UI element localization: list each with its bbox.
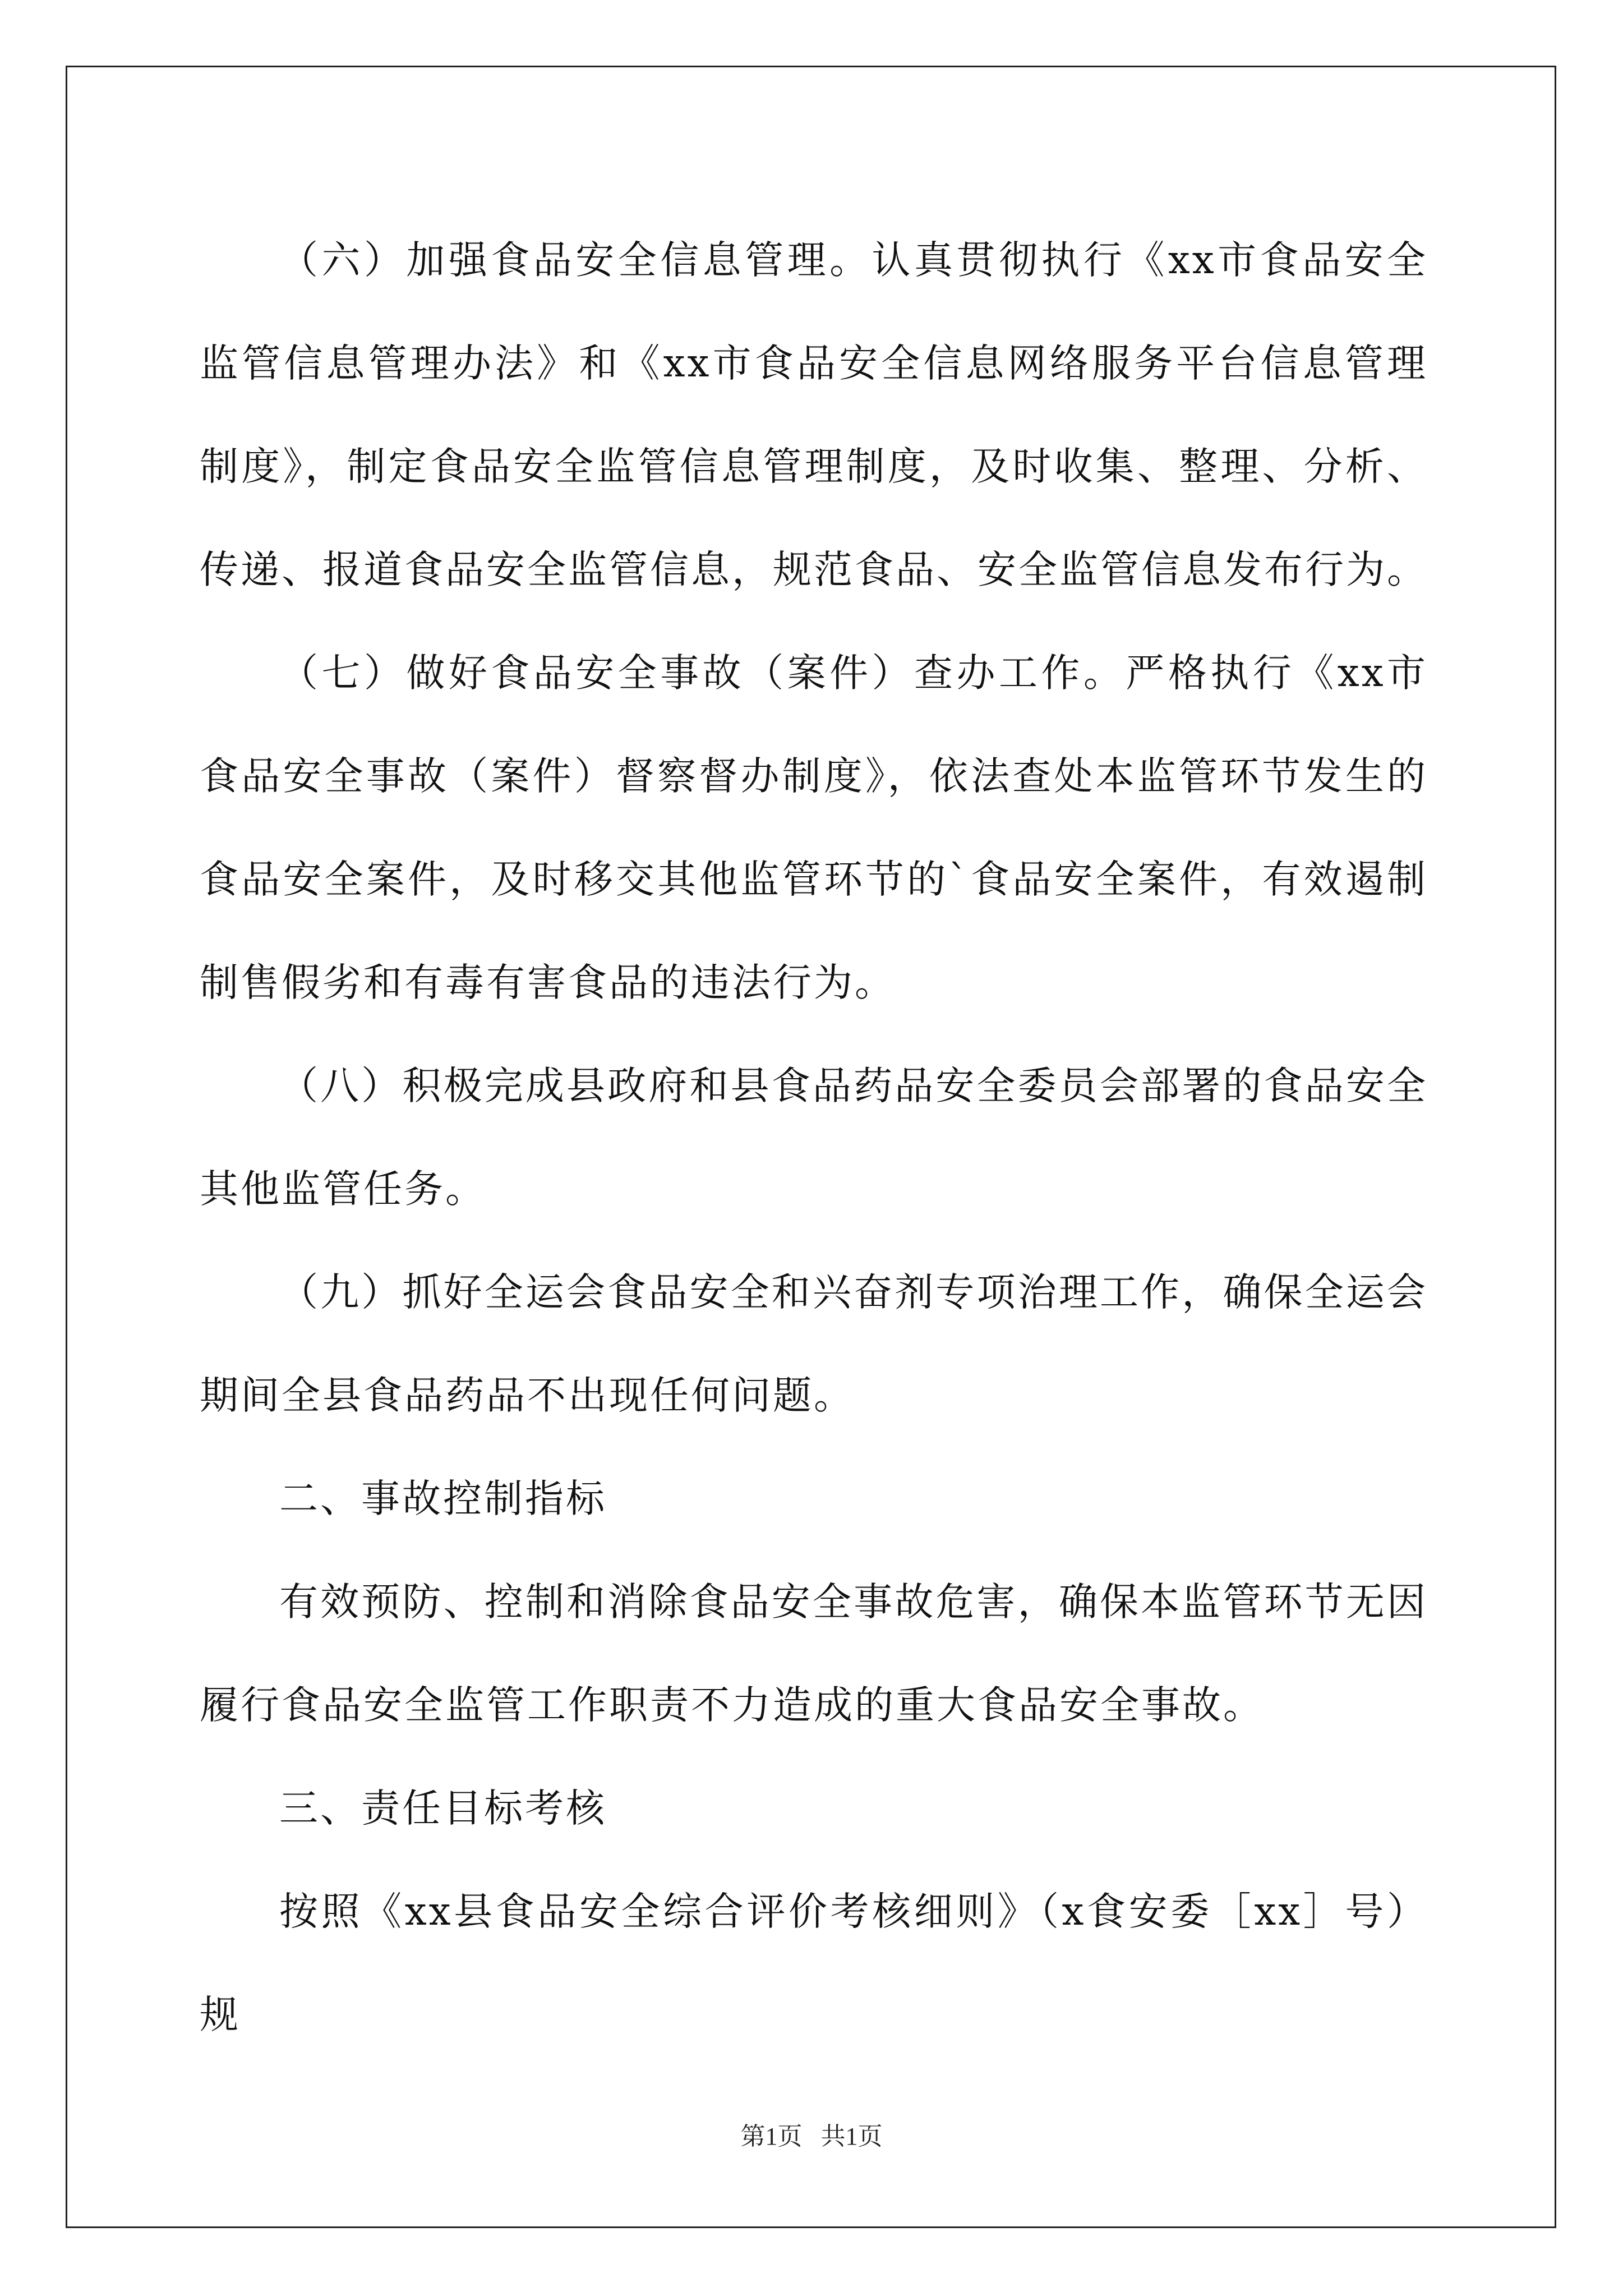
paragraph-responsibility-assessment: 按照《xx县食品安全综合评价考核细则》（x食安委［xx］号）规 — [200, 1889, 1428, 2037]
paragraph-accident-control: 有效预防、控制和消除食品安全事故危害，确保本监管环节无因履行食品安全监管工作职责不力造成的重大食品安全事故。 — [200, 1580, 1428, 1728]
heading-accident-control: 二、事故控制指标 — [279, 1476, 607, 1521]
paragraph-section-8: （八）积极完成县政府和县食品药品安全委员会部署的食品安全其他监管任务。 — [200, 1064, 1428, 1212]
page-number-footer: 第1页 共1页 — [740, 2123, 883, 2150]
document-body — [200, 209, 1428, 2067]
paragraph-section-7: （七）做好食品安全事故（案件）查办工作。严格执行《xx市食品安全事故（案件）督察督办制度》，依法查处本监管环节发生的食品安全案件，及时移交其他监管环节的`食品安全案件，有效遏制制售假劣和有毒有害食品的违法行为。 — [200, 651, 1428, 1005]
paragraph-section-6: （六）加强食品安全信息管理。认真贯彻执行《xx市食品安全监管信息管理办法》和《xx市食品安全信息网络服务平台信息管理制度》，制定食品安全监管信息管理制度，及时收集、整理、分析、传递、报道食品安全监管信息，规范食品、安全监管信息发布行为。 — [200, 238, 1428, 592]
paragraph-section-9: （九）抓好全运会食品安全和兴奋剂专项治理工作，确保全运会期间全县食品药品不出现任何问题。 — [200, 1270, 1428, 1418]
heading-responsibility-assessment: 三、责任目标考核 — [279, 1786, 607, 1831]
